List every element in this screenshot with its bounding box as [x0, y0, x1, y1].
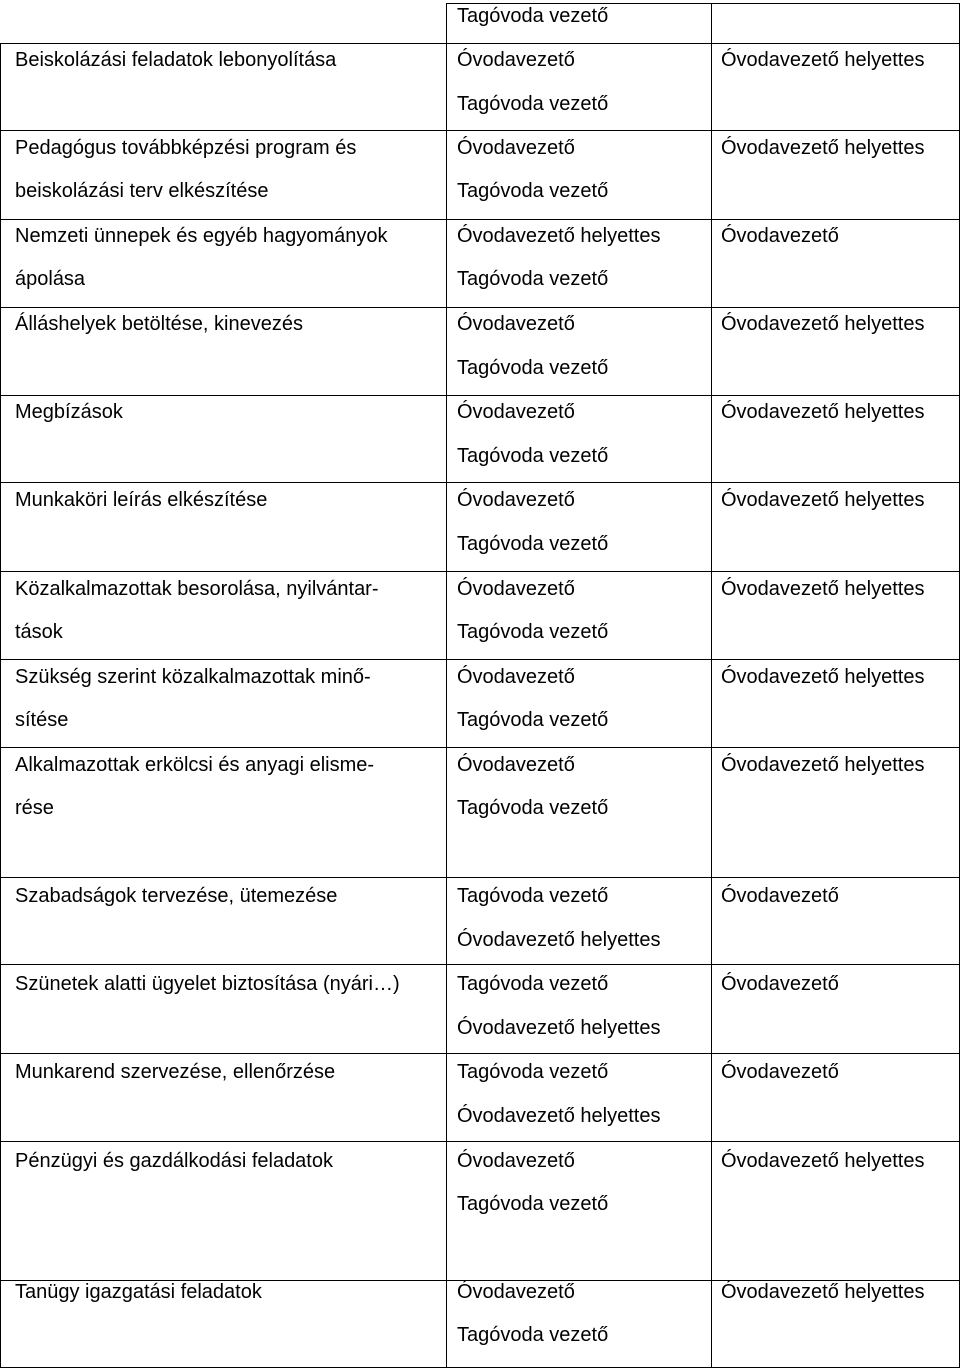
task-cell-text: rése [15, 797, 54, 819]
responsible-cell-text: Tagóvoda vezető [457, 621, 609, 643]
responsible-cell-text: Tagóvoda vezető [457, 1061, 609, 1083]
responsible-cell-text: Tagóvoda vezető [457, 1193, 609, 1215]
responsible-cell-text: Tagóvoda vezető [457, 533, 609, 555]
deputy-cell-text: Óvodavezető helyettes [721, 1281, 925, 1303]
row-divider [0, 482, 960, 483]
task-cell-text: Munkaköri leírás elkészítése [15, 489, 268, 511]
row-divider [0, 130, 960, 131]
task-cell-text: Tanügy igazgatási feladatok [15, 1281, 262, 1303]
task-cell-text: Alkalmazottak erkölcsi és anyagi elisme- [15, 754, 375, 776]
row-divider [0, 964, 960, 965]
task-cell-text: Megbízások [15, 401, 123, 423]
responsible-cell-text: Tagóvoda vezető [457, 1324, 609, 1346]
responsible-cell-text: Óvodavezető helyettes [457, 225, 661, 247]
row-divider [0, 43, 960, 44]
deputy-cell-text: Óvodavezető [721, 973, 839, 995]
responsible-cell-text: Óvodavezető [457, 578, 575, 600]
row-divider [0, 307, 960, 308]
task-cell-text: Pénzügyi és gazdálkodási feladatok [15, 1150, 333, 1172]
responsible-cell-text: Tagóvoda vezető [457, 357, 609, 379]
deputy-cell-text: Óvodavezető helyettes [721, 666, 925, 688]
task-cell-text: ápolása [15, 268, 86, 290]
deputy-cell-text: Óvodavezető helyettes [721, 401, 925, 423]
deputy-cell-text: Óvodavezető helyettes [721, 489, 925, 511]
row-divider [0, 395, 960, 396]
task-cell-text: Közalkalmazottak besorolása, nyilvántar- [15, 578, 379, 600]
row-divider [0, 747, 960, 748]
responsible-cell-text: Óvodavezető helyettes [457, 1105, 661, 1127]
responsible-cell-text: Tagóvoda vezető [457, 180, 609, 202]
responsible-cell-text: Tagóvoda vezető [457, 5, 609, 27]
deputy-cell-text: Óvodavezető helyettes [721, 137, 925, 159]
column-divider [0, 43, 1, 1368]
responsible-cell-text: Tagóvoda vezető [457, 268, 609, 290]
task-cell-text: Szünetek alatti ügyelet biztosítása (nyári…) [15, 973, 400, 995]
task-cell-text: Nemzeti ünnepek és egyéb hagyományok [15, 225, 388, 247]
responsible-cell-text: Tagóvoda vezető [457, 445, 609, 467]
responsible-cell-text: Óvodavezető [457, 401, 575, 423]
responsible-cell-text: Óvodavezető [457, 1281, 575, 1303]
task-cell-text: Szükség szerint közalkalmazottak minő- [15, 666, 371, 688]
deputy-cell-text: Óvodavezető [721, 885, 839, 907]
task-cell-text: Álláshelyek betöltése, kinevezés [15, 313, 303, 335]
responsible-cell-text: Óvodavezető [457, 49, 575, 71]
deputy-cell-text: Óvodavezető helyettes [721, 49, 925, 71]
task-cell-text: tások [15, 621, 63, 643]
responsible-cell-text: Tagóvoda vezető [457, 93, 609, 115]
responsible-cell-text: Tagóvoda vezető [457, 797, 609, 819]
responsible-cell-text: Óvodavezető [457, 137, 575, 159]
task-cell-text: sítése [15, 709, 69, 731]
row-divider [0, 877, 960, 878]
row-divider [0, 219, 960, 220]
deputy-cell-text: Óvodavezető helyettes [721, 754, 925, 776]
column-divider [446, 3, 447, 1368]
responsible-cell-text: Óvodavezető helyettes [457, 1017, 661, 1039]
task-cell-text: beiskolázási terv elkészítése [15, 180, 269, 202]
task-cell-text: Munkarend szervezése, ellenőrzése [15, 1061, 336, 1083]
row-divider [0, 1367, 960, 1368]
responsible-cell-text: Óvodavezető [457, 489, 575, 511]
row-divider [0, 659, 960, 660]
row-divider [0, 1053, 960, 1054]
task-cell-text: Szabadságok tervezése, ütemezése [15, 885, 338, 907]
row-divider [0, 1141, 960, 1142]
row-divider [0, 571, 960, 572]
responsible-cell-text: Óvodavezető [457, 666, 575, 688]
deputy-cell-text: Óvodavezető helyettes [721, 578, 925, 600]
responsible-cell-text: Óvodavezető [457, 1150, 575, 1172]
responsible-cell-text: Tagóvoda vezető [457, 973, 609, 995]
deputy-cell-text: Óvodavezető [721, 225, 839, 247]
task-cell-text: Pedagógus továbbképzési program és [15, 137, 357, 159]
deputy-cell-text: Óvodavezető helyettes [721, 1150, 925, 1172]
responsible-cell-text: Tagóvoda vezető [457, 885, 609, 907]
responsible-cell-text: Óvodavezető [457, 754, 575, 776]
responsible-cell-text: Tagóvoda vezető [457, 709, 609, 731]
column-divider [711, 3, 712, 1368]
deputy-cell-text: Óvodavezető helyettes [721, 313, 925, 335]
task-cell-text: Beiskolázási feladatok lebonyolítása [15, 49, 337, 71]
deputy-cell-text: Óvodavezető [721, 1061, 839, 1083]
responsible-cell-text: Óvodavezető [457, 313, 575, 335]
responsible-cell-text: Óvodavezető helyettes [457, 929, 661, 951]
